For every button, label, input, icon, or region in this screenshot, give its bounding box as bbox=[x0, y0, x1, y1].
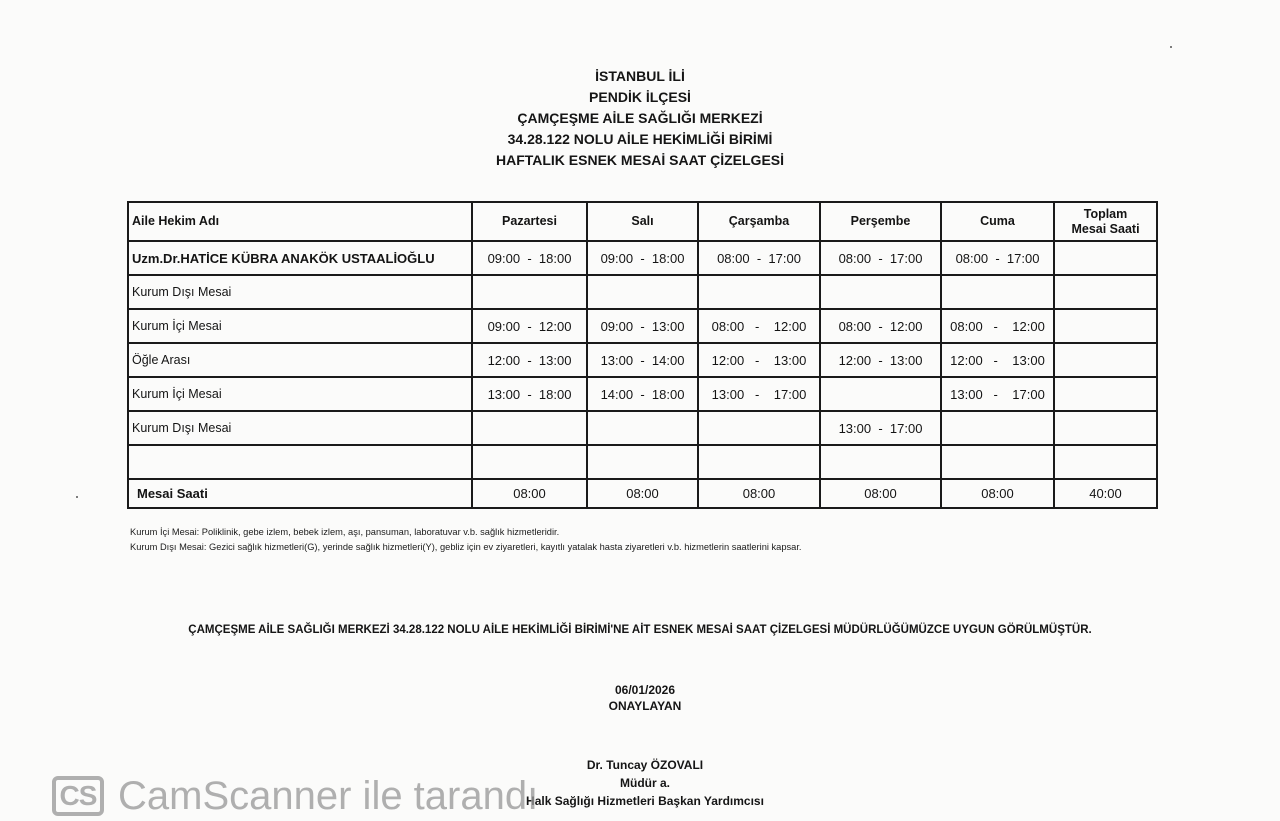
cell-thursday bbox=[820, 445, 941, 479]
table-row bbox=[128, 343, 1157, 377]
scan-speck bbox=[76, 496, 78, 498]
row-label: Kurum Dışı Mesai bbox=[128, 411, 472, 445]
header-wednesday: Çarşamba bbox=[698, 202, 820, 241]
cell-tuesday bbox=[587, 275, 698, 309]
note-external-work: Kurum Dışı Mesai: Gezici sağlık hizmetleri(G), yerinde sağlık hizmetleri(Y), gebliz için ev ziyaretleri, kayıtlı yatalak hasta ziyaretleri v.b. hizmetlerin saatlerini kapsar. bbox=[130, 542, 802, 552]
signer-name: Dr. Tuncay ÖZOVALI bbox=[586, 758, 704, 772]
total-tuesday: 08:00 bbox=[587, 479, 698, 508]
row-label: Öğle Arası bbox=[128, 343, 472, 377]
header-tuesday: Salı bbox=[587, 202, 698, 241]
row-label: Kurum İçi Mesai bbox=[128, 309, 472, 343]
cell-friday: 12:00 - 13:00 bbox=[941, 343, 1054, 377]
heading-schedule-title: HAFTALIK ESNEK MESAİ SAAT ÇİZELGESİ bbox=[495, 152, 785, 168]
cell-friday bbox=[941, 411, 1054, 445]
cell-tuesday: 14:00 - 18:00 bbox=[587, 377, 698, 411]
total-thursday: 08:00 bbox=[820, 479, 941, 508]
heading-unit: 34.28.122 NOLU AİLE HEKİMLİĞİ BİRİMİ bbox=[507, 131, 773, 147]
cell-thursday: 13:00 - 17:00 bbox=[820, 411, 941, 445]
cell-tuesday: 09:00 - 13:00 bbox=[587, 309, 698, 343]
cell-friday: 08:00 - 17:00 bbox=[941, 241, 1054, 275]
cell-monday bbox=[472, 275, 587, 309]
cell-tuesday bbox=[587, 411, 698, 445]
cell-wednesday: 13:00 - 17:00 bbox=[698, 377, 820, 411]
row-label: Kurum İçi Mesai bbox=[128, 377, 472, 411]
total-row-label: Mesai Saati bbox=[128, 479, 472, 508]
cell-wednesday bbox=[698, 275, 820, 309]
cell-friday: 08:00 - 12:00 bbox=[941, 309, 1054, 343]
header-total-hours bbox=[1054, 202, 1157, 241]
cell-total bbox=[1054, 445, 1157, 479]
cell-wednesday bbox=[698, 445, 820, 479]
cell-thursday bbox=[820, 275, 941, 309]
row-label bbox=[128, 445, 472, 479]
cell-friday bbox=[941, 445, 1054, 479]
document-heading bbox=[0, 66, 1280, 171]
approval-date: 06/01/2026 bbox=[614, 683, 676, 697]
approval-date-block bbox=[0, 682, 1280, 714]
cell-total bbox=[1054, 275, 1157, 309]
cell-monday: 09:00 - 12:00 bbox=[472, 309, 587, 343]
table-row bbox=[128, 411, 1157, 445]
heading-province: İSTANBUL İLİ bbox=[595, 68, 685, 84]
signer-title: Halk Sağlığı Hizmetleri Başkan Yardımcısı bbox=[526, 794, 764, 808]
camscanner-logo-icon: CS bbox=[52, 776, 104, 816]
cell-monday bbox=[472, 445, 587, 479]
table-row bbox=[128, 275, 1157, 309]
cell-friday bbox=[941, 275, 1054, 309]
cell-total bbox=[1054, 411, 1157, 445]
cell-monday: 09:00 - 18:00 bbox=[472, 241, 587, 275]
header-doctor-name: Aile Hekim Adı bbox=[128, 202, 472, 241]
cell-wednesday: 08:00 - 17:00 bbox=[698, 241, 820, 275]
cell-wednesday bbox=[698, 411, 820, 445]
header-friday: Cuma bbox=[941, 202, 1054, 241]
header-total-line1: Toplam bbox=[1083, 206, 1128, 221]
table-total-row bbox=[128, 479, 1157, 508]
cell-wednesday: 08:00 - 12:00 bbox=[698, 309, 820, 343]
approval-label: ONAYLAYAN bbox=[608, 699, 682, 713]
cell-tuesday bbox=[587, 445, 698, 479]
cell-wednesday: 12:00 - 13:00 bbox=[698, 343, 820, 377]
cell-monday: 12:00 - 13:00 bbox=[472, 343, 587, 377]
approval-statement: ÇAMÇEŞME AİLE SAĞLIĞI MERKEZİ 34.28.122 NOLU AİLE HEKİMLİĞİ BİRİMİ'NE AİT ESNEK MESAİ SAAT ÇİZELGESİ MÜDÜRLÜĞÜMÜZCE UYGUN GÖRÜLMÜŞTÜR. bbox=[188, 624, 1092, 636]
cell-thursday bbox=[820, 377, 941, 411]
total-weekly-hours: 40:00 bbox=[1054, 479, 1157, 508]
table-row bbox=[128, 309, 1157, 343]
table-row bbox=[128, 445, 1157, 479]
table-row bbox=[128, 241, 1157, 275]
note-internal-work: Kurum İçi Mesai: Poliklinik, gebe izlem, bebek izlem, aşı, pansuman, laboratuvar v.b. sağlık hizmetleridir. bbox=[130, 527, 560, 537]
cell-total bbox=[1054, 241, 1157, 275]
total-friday: 08:00 bbox=[941, 479, 1054, 508]
table-row bbox=[128, 377, 1157, 411]
heading-district: PENDİK İLÇESİ bbox=[589, 89, 691, 105]
camscanner-watermark bbox=[52, 776, 538, 821]
cell-monday bbox=[472, 411, 587, 445]
table-body bbox=[128, 241, 1157, 479]
footnotes bbox=[130, 525, 802, 555]
scan-speck bbox=[1170, 46, 1172, 48]
cell-monday: 13:00 - 18:00 bbox=[472, 377, 587, 411]
doctor-name: Uzm.Dr.HATİCE KÜBRA ANAKÖK USTAALİOĞLU bbox=[128, 241, 472, 275]
cell-tuesday: 13:00 - 14:00 bbox=[587, 343, 698, 377]
cell-total bbox=[1054, 309, 1157, 343]
cell-total bbox=[1054, 343, 1157, 377]
cell-total bbox=[1054, 377, 1157, 411]
schedule-table bbox=[127, 201, 1158, 509]
total-wednesday: 08:00 bbox=[698, 479, 820, 508]
cell-thursday: 12:00 - 13:00 bbox=[820, 343, 941, 377]
cell-tuesday: 09:00 - 18:00 bbox=[587, 241, 698, 275]
total-monday: 08:00 bbox=[472, 479, 587, 508]
cell-thursday: 08:00 - 17:00 bbox=[820, 241, 941, 275]
header-monday: Pazartesi bbox=[472, 202, 587, 241]
table-header-row bbox=[128, 202, 1157, 241]
signer-role: Müdür a. bbox=[620, 776, 670, 790]
watermark-text: CamScanner ile tarandı bbox=[118, 774, 539, 818]
heading-health-center: ÇAMÇEŞME AİLE SAĞLIĞI MERKEZİ bbox=[517, 110, 763, 126]
cell-thursday: 08:00 - 12:00 bbox=[820, 309, 941, 343]
row-label: Kurum Dışı Mesai bbox=[128, 275, 472, 309]
header-thursday: Perşembe bbox=[820, 202, 941, 241]
header-total-line2: Mesai Saati bbox=[1071, 221, 1140, 236]
cell-friday: 13:00 - 17:00 bbox=[941, 377, 1054, 411]
